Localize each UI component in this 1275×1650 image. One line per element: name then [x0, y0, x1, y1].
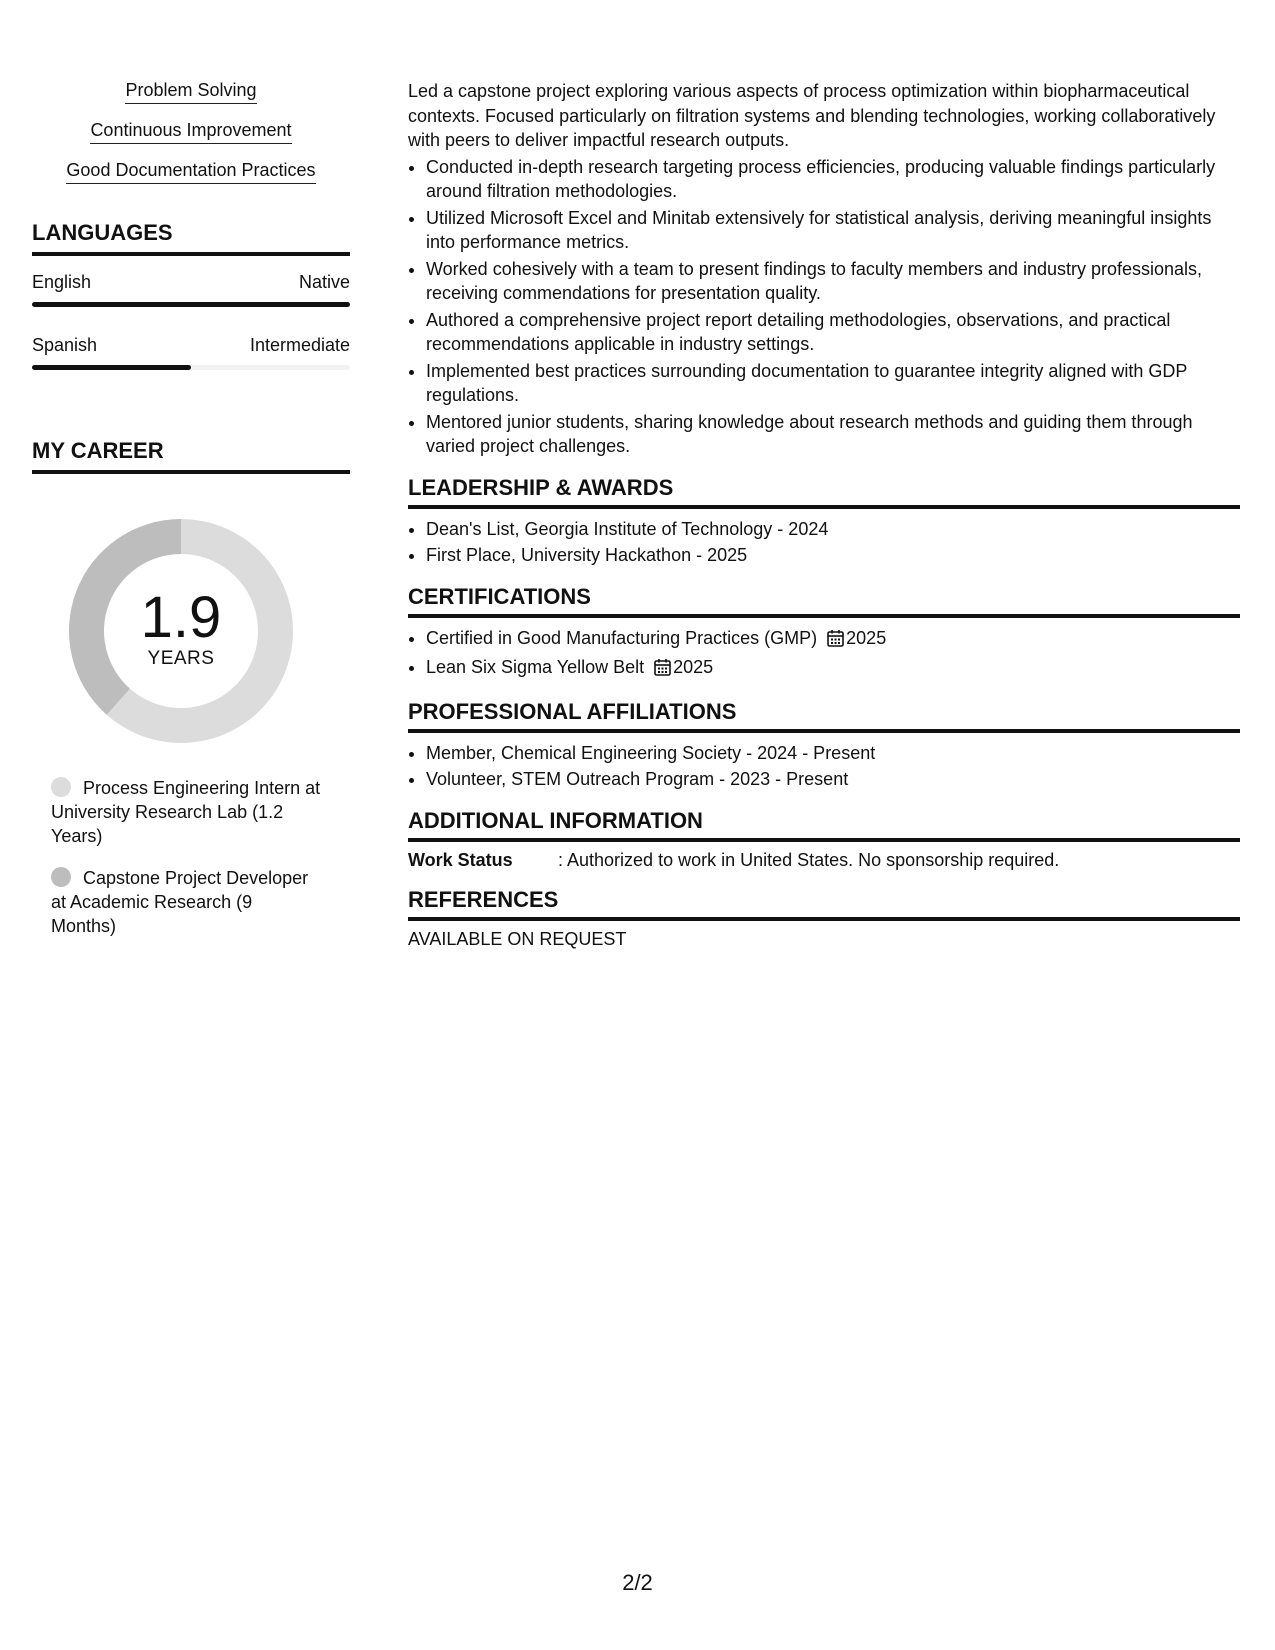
project-bullet: • Conducted in-depth research targeting process efficiencies, producing valuable findings particularly around filtration methodologies.: [426, 155, 1240, 204]
affiliations-list: [408, 741, 1240, 792]
career-unit: YEARS: [147, 648, 215, 669]
language-bar: [32, 302, 350, 307]
career-legend-item: [51, 776, 321, 848]
project-bullet: • Utilized Microsoft Excel and Minitab extensively for statistical analysis, deriving meaningful insights into performance metrics.: [426, 206, 1240, 255]
project-bullets: [408, 155, 1240, 459]
languages-heading: LANGUAGES: [32, 220, 350, 256]
project-intro: Led a capstone project exploring various aspects of process optimization within biopharmaceutical contexts. Focused particularly on filtration systems and blending technologies, working collaboratively with peers to deliver impactful research outputs.: [408, 81, 1216, 150]
additional-info-heading: ADDITIONAL INFORMATION: [408, 808, 1240, 842]
project-bullet: • Worked cohesively with a team to present findings to faculty members and industry professionals, receiving commendations for presentation quality.: [426, 257, 1240, 306]
language-item: [32, 272, 350, 307]
career-legend-item: [51, 866, 321, 938]
page-number: 2/2: [622, 1570, 653, 1595]
skill-item: [32, 160, 350, 184]
award-item: • First Place, University Hackathon - 2025: [426, 543, 1240, 568]
certification-name: Certified in Good Manufacturing Practices (GMP): [426, 627, 818, 648]
references-heading: REFERENCES: [408, 887, 1240, 921]
project-bullet: • Authored a comprehensive project report detailing methodologies, observations, and practical recommendations applicable in industry settings.: [426, 308, 1240, 357]
career-legend-dot: [51, 867, 71, 887]
certification-year: 2025: [846, 627, 887, 648]
affiliations-heading: PROFESSIONAL AFFILIATIONS: [408, 699, 1240, 733]
project-bullet: • Implemented best practices surrounding documentation to guarantee integrity aligned with GDP regulations.: [426, 359, 1240, 408]
language-name: Spanish: [32, 335, 98, 355]
career-donut-chart: [66, 516, 296, 746]
skill-item: [32, 80, 350, 104]
languages-list: [32, 272, 350, 370]
right-column: [408, 79, 1240, 950]
certification-year: 2025: [673, 657, 714, 677]
calendar-icon: [827, 629, 844, 654]
career-legend-label: Process Engineering Intern at University Research Lab (1.2 Years): [51, 778, 321, 846]
left-column: [32, 80, 350, 938]
skills-list: [32, 80, 350, 184]
references-text: AVAILABLE ON REQUEST: [408, 928, 627, 949]
skill-label: Good Documentation Practices: [66, 160, 315, 184]
affiliation-item: • Member, Chemical Engineering Society - 2024 - Present: [426, 741, 1240, 766]
language-bar-fill: [32, 365, 191, 370]
language-row: [32, 272, 350, 293]
career-heading: MY CAREER: [32, 438, 350, 474]
work-status-label: Work Status: [408, 849, 513, 870]
language-level: Intermediate: [249, 335, 350, 355]
leadership-heading: LEADERSHIP & AWARDS: [408, 475, 1240, 509]
work-status-value: : Authorized to work in United States. No sponsorship required.: [558, 849, 1060, 870]
career-total: 1.9: [140, 585, 222, 650]
language-bar-fill: [32, 302, 350, 307]
award-item: • Dean's List, Georgia Institute of Technology - 2024: [426, 517, 1240, 542]
language-name: English: [32, 272, 92, 292]
language-item: [32, 335, 350, 370]
certification-item: [426, 655, 1240, 683]
certifications-heading: CERTIFICATIONS: [408, 584, 1240, 618]
language-row: [32, 335, 350, 356]
career-legend-dot: [51, 777, 71, 797]
work-status-row: [408, 850, 1240, 871]
project-bullet: • Mentored junior students, sharing knowledge about research methods and guiding them through varied project challenges.: [426, 410, 1240, 459]
language-level: Native: [298, 272, 350, 292]
language-bar: [32, 365, 350, 370]
certification-name: Lean Six Sigma Yellow Belt: [426, 657, 645, 677]
skill-label: Problem Solving: [125, 80, 256, 104]
affiliation-item: • Volunteer, STEM Outreach Program - 2023 - Present: [426, 767, 1240, 792]
certifications-list: [408, 626, 1240, 683]
calendar-icon: [654, 658, 671, 683]
skill-label: Continuous Improvement: [90, 120, 291, 144]
career-center: [66, 585, 296, 670]
career-legend-label: Capstone Project Developer at Academic Research (9 Months): [51, 868, 309, 936]
skill-item: [32, 120, 350, 144]
leadership-list: [408, 517, 1240, 568]
career-legend: [32, 776, 350, 938]
certification-item: [426, 626, 1240, 654]
